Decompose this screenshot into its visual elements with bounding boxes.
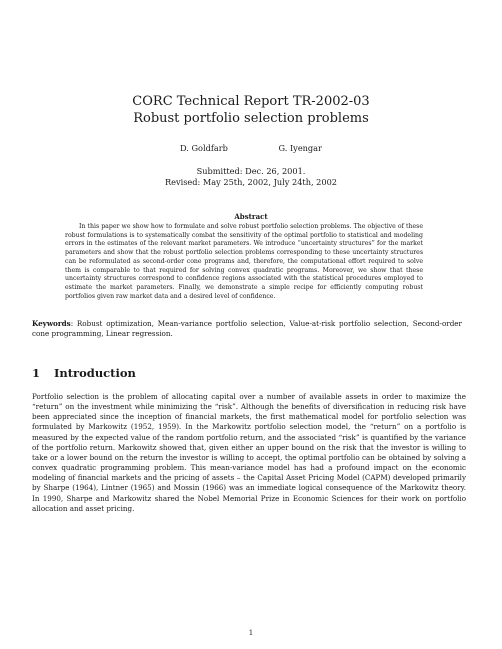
paper-title: Robust portfolio selection problems: [133, 111, 369, 126]
keywords-text: : Robust optimization, Mean-variance portfolio selection, Value-at-risk portfolio selection, Second-order cone programming, Linear regression.: [32, 319, 462, 338]
introduction-text: Portfolio selection is the problem of allocating capital over a number of available assets in order to maximize the “return” on the investment while minimizing the “risk”. Although the benefits of diversification in reducing risk have been appreciated since the inception of financial markets, the first mathematical model for portfolio selection was formulated by Markowitz (1952, 1959). In the Markowitz portfolio selection model, the “return” on a portfolio is measured by the expected value of the random portfolio return, and the associated “risk” is quantified by the variance of the portfolio return. Markowitz showed that, given either an upper bound on the risk that the investor is willing to take or a lower bound on the return the investor is willing to accept, the optimal portfolio can be obtained by solving a convex quadratic programming problem. This mean-variance model has had a profound impact on the economic modeling of financial markets and the pricing of assets – the Capital Asset Pricing Model (CAPM) developed primarily by Sharpe (1964), Lintner (1965) and Mossin (1966) was an immediate logical consequence of the Markowitz theory. In 1990, Sharpe and Markowitz shared the Nobel Memorial Prize in Economic Sciences for their work on portfolio allocation and asset pricing.: [32, 392, 466, 513]
abstract-text: In this paper we show how to formulate and solve robust portfolio selection problems. The objective of these robust formulations is to systematically combat the sensitivity of the optimal portfolio to statistical and modeling errors in the estimates of the relevant market parameters. We introduce “uncertainty structures” for the market parameters and show that the robust portfolio selection problems corresponding to these uncertainty structures can be reformulated as second-order cone programs and, therefore, the computational effort required to solve them is comparable to that required for solving convex quadratic programs. Moreover, we show that these uncertainty structures correspond to confidence regions associated with the statistical procedures employed to estimate the market parameters. Finally, we demonstrate a simple recipe for efficiently computing robust portfolios given raw market data and a desired level of confidence.: [65, 223, 423, 300]
abstract-heading: Abstract: [234, 212, 268, 221]
section-heading: [32, 366, 136, 380]
report-number: CORC Technical Report TR-2002-03: [132, 94, 370, 109]
submitted-date: Submitted: Dec. 26, 2001.: [196, 166, 306, 176]
section-title: Introduction: [54, 366, 136, 380]
author-list: [0, 143, 502, 153]
title-block: [0, 93, 502, 127]
author-goldfarb: D. Goldfarb: [180, 143, 228, 153]
date-block: [0, 166, 502, 188]
revised-date: Revised: May 25th, 2002, July 24th, 2002: [164, 177, 338, 187]
keywords-paragraph: [32, 319, 462, 339]
keywords-label: Keywords: [32, 319, 71, 328]
page-number: 1: [248, 629, 254, 637]
author-iyengar: G. Iyengar: [278, 143, 322, 153]
section-number: 1: [32, 366, 41, 380]
